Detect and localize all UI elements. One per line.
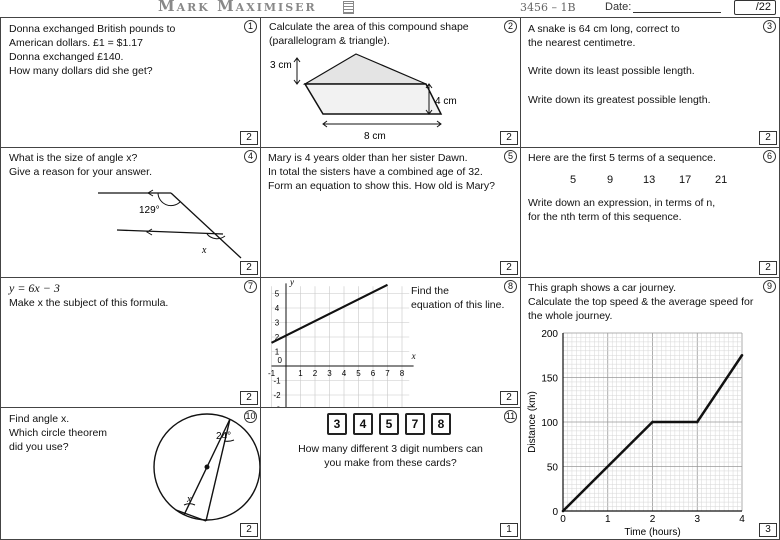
marks-box: 2: [500, 131, 518, 145]
greatest-length-prompt: Write down its greatest possible length.: [528, 94, 711, 106]
text-line: for the nth term of this sequence.: [528, 211, 682, 223]
question-7: [0, 277, 261, 408]
marks-box: 2: [240, 131, 258, 145]
sequence-intro: Here are the first 5 terms of a sequence.: [528, 152, 716, 164]
score-box: /22: [734, 0, 776, 15]
y-tick-label: -2: [273, 391, 281, 400]
question-number: 9: [763, 280, 776, 293]
text-line: did you use?: [9, 441, 69, 453]
text-line: Find the: [411, 285, 449, 297]
text-line: Write down an expression, in terms of n,: [528, 197, 716, 209]
x-axis-label: x: [411, 351, 416, 361]
parallel-line-bottom: [117, 230, 223, 234]
x-tick-label: 3: [694, 514, 701, 525]
question-text: [268, 151, 495, 193]
x-label: x: [187, 494, 192, 505]
least-length-prompt: Write down its least possible length.: [528, 65, 695, 77]
coordinate-grid: [261, 278, 520, 407]
angle-label: 24°: [216, 431, 232, 442]
y-tick-label: 2: [274, 333, 280, 342]
x-tick-label: 1: [604, 514, 611, 525]
y-tick-label: 5: [274, 289, 280, 299]
x-tick-label: 3: [327, 369, 332, 378]
date-field[interactable]: [633, 12, 721, 13]
number-card: 4: [353, 413, 373, 435]
marks-box: 1: [500, 523, 518, 537]
text-line: A snake is 64 cm long, correct to: [528, 23, 680, 35]
triangle-shape: [305, 54, 426, 84]
marks-box: 2: [500, 391, 518, 405]
text-line: Calculate the top speed & the average speed for: [528, 296, 754, 308]
question-number: 3: [763, 20, 776, 33]
text-line: How many dollars did she get?: [9, 65, 153, 77]
question-number: 10: [245, 411, 256, 421]
question-text: [9, 22, 175, 78]
question-number: 6: [763, 150, 776, 163]
question-number: 2: [504, 20, 517, 33]
sequence-term: 5: [570, 174, 577, 186]
formula: y = 6x − 3: [9, 281, 60, 295]
marks-box: 3: [759, 523, 777, 537]
text-line: American dollars. £1 = $1.17: [9, 37, 143, 49]
x-tick-label: 6: [370, 369, 376, 378]
question-10: [0, 407, 261, 540]
text-line: How many different 3 digit numbers can: [298, 443, 483, 455]
question-9: [520, 277, 780, 540]
number-cards: [327, 413, 457, 437]
text-line: the whole journey.: [528, 310, 613, 322]
base-label: 8 cm: [364, 131, 386, 142]
text-line: Donna exchanged £140.: [9, 51, 124, 63]
marks-box: 2: [500, 261, 518, 275]
x-label: x: [202, 245, 207, 256]
text-line: you make from these cards?: [324, 457, 457, 469]
data-point: [741, 354, 744, 357]
y-tick-label: 200: [541, 329, 558, 340]
data-point: [696, 421, 699, 424]
y-tick-label: 0: [552, 507, 558, 518]
number-card: 7: [405, 413, 425, 435]
text-line: This graph shows a car journey.: [528, 282, 677, 294]
origin-label: 0: [277, 356, 282, 365]
text-line: equation of this line.: [411, 299, 505, 311]
worksheet-code: 3456 – 1B: [520, 1, 576, 14]
x-tick-label: 5: [356, 369, 361, 378]
angle-arc: [158, 193, 180, 206]
x-tick-label: 1: [298, 369, 303, 378]
y-tick-label: 4: [274, 304, 280, 313]
question-8: [260, 277, 521, 408]
y-tick-label: -1: [273, 376, 281, 386]
y-tick-label: 100: [541, 418, 558, 429]
number-card: 5: [379, 413, 399, 435]
brand-title: Mark Maximiser: [158, 0, 317, 15]
x-tick-label: 2: [312, 369, 318, 378]
angle-label: 129°: [139, 205, 160, 216]
journey-chart: [521, 278, 779, 539]
data-point: [651, 421, 654, 424]
y-tick-label: 150: [541, 373, 558, 385]
question-2: [260, 17, 521, 148]
parallelogram-shape: [305, 84, 441, 114]
question-number: 4: [244, 150, 257, 163]
text-line: Mary is 4 years older than her sister Dawn.: [268, 152, 468, 164]
question-text: [528, 22, 680, 50]
y-tick-label: 1: [274, 347, 280, 357]
marks-box: 2: [759, 131, 777, 145]
sequence-term: 9: [607, 174, 614, 186]
x-tick-label: -1: [267, 369, 276, 378]
circle-theorem-diagram: [1, 408, 260, 539]
question-3: [520, 17, 780, 148]
x-tick-label: 2: [649, 514, 656, 525]
question-number: 11: [505, 411, 516, 421]
y-axis-label: y: [290, 276, 294, 287]
x-tick-label: 8: [399, 369, 405, 378]
number-card: 3: [327, 413, 347, 435]
sequence-term: 13: [643, 174, 656, 186]
number-card: 8: [431, 413, 451, 435]
marks-box: 2: [759, 261, 777, 275]
compound-shape-diagram: [261, 18, 520, 147]
sequence-term: 17: [679, 174, 692, 186]
y-tick-label: 3: [274, 318, 280, 328]
x-tick-label: 4: [739, 514, 745, 525]
height-label: 3 cm: [270, 60, 292, 71]
text-line: the nearest centimetre.: [528, 37, 636, 49]
calculator-icon: [343, 1, 354, 14]
question-number: 8: [504, 280, 517, 293]
question-text: [528, 196, 715, 224]
parallel-arrow: [147, 229, 152, 235]
x-tick-label: 4: [341, 369, 347, 378]
worksheet-header: [0, 0, 780, 17]
question-grid: [0, 17, 780, 540]
question-text: [261, 442, 520, 470]
text-line: Form an equation to show this. How old is Mary?: [268, 180, 496, 192]
text-line: In total the sisters have a combined age of 32.: [268, 166, 483, 178]
text-line: Give a reason for your answer.: [9, 166, 152, 178]
question-1: [0, 17, 261, 148]
question-number: 5: [504, 150, 517, 163]
text-line: (parallelogram & triangle).: [269, 35, 390, 47]
question-11: [260, 407, 521, 540]
text-line: Find angle x.: [9, 413, 70, 425]
text-line: Donna exchanged British pounds to: [9, 23, 176, 35]
text-line: Which circle theorem: [9, 427, 108, 439]
x-axis-label: Time (hours): [624, 527, 681, 538]
question-5: [260, 147, 521, 278]
instruction: Make x the subject of this formula.: [9, 297, 169, 309]
x-tick-label: 0: [560, 514, 566, 525]
text-line: What is the size of angle x?: [9, 152, 138, 164]
chord: [176, 510, 206, 521]
marks-box: 2: [240, 261, 258, 275]
marks-box: 2: [240, 391, 258, 405]
question-6: [520, 147, 780, 278]
data-point: [562, 510, 565, 513]
side-label: 4 cm: [435, 96, 457, 107]
date-label: Date:: [605, 1, 632, 13]
y-axis-label: Distance (km): [527, 391, 538, 453]
parallel-lines-diagram: [1, 148, 260, 277]
marks-box: 2: [240, 523, 258, 537]
question-number: 1: [244, 20, 257, 33]
y-tick-label: 50: [546, 462, 558, 474]
text-line: Calculate the area of this compound shape: [269, 21, 469, 33]
question-number: 7: [244, 280, 257, 293]
sequence-term: 21: [715, 174, 728, 186]
x-tick-label: 7: [385, 369, 390, 378]
question-4: [0, 147, 261, 278]
